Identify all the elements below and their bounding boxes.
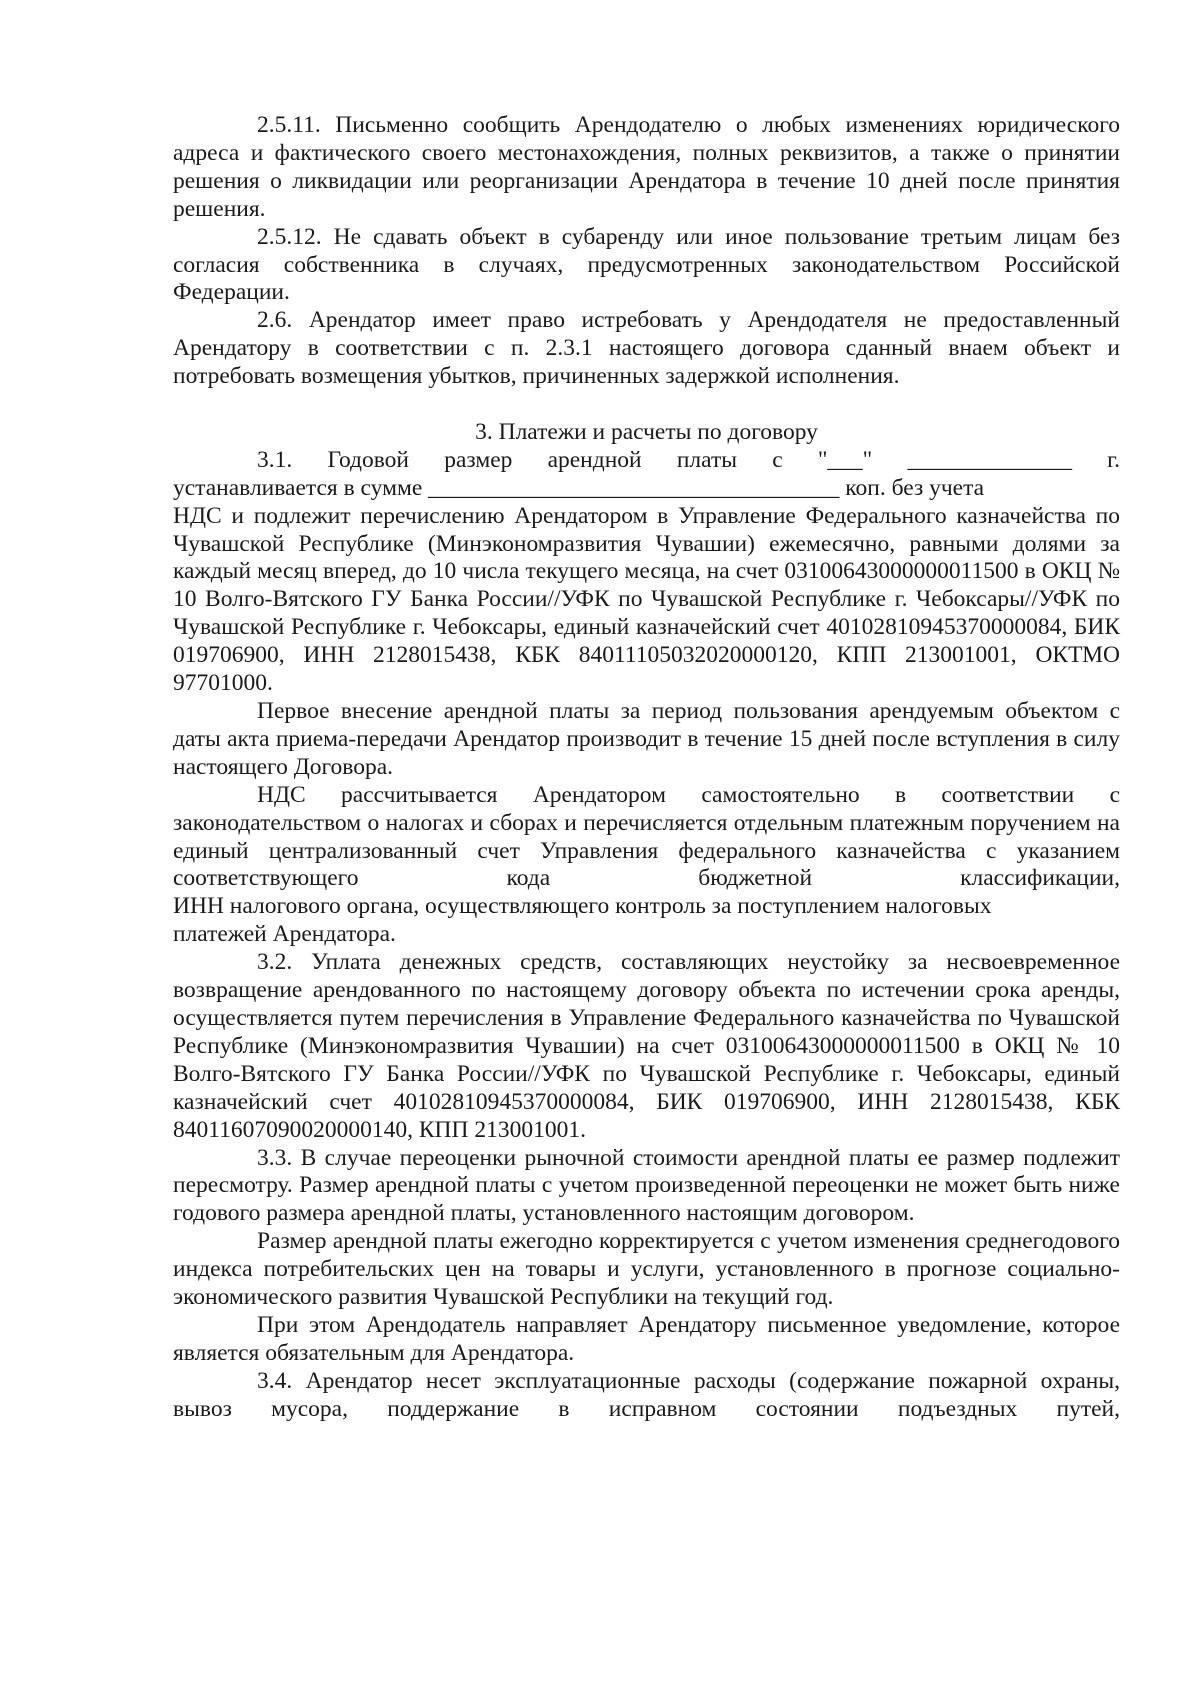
clause-3-1-vat [173, 782, 1120, 949]
clause-3-3: 3.3. В случае переоценки рыночной стоимости арендной платы ее размер подлежит пересмотру. Размер арендной платы с учетом произведенной переоценки не может быть ниже годового размера арендной платы, установленного настоящим договором. [173, 1144, 1120, 1227]
clause-3-1-line2: устанавливается в сумме ___________________________________ коп. без учета [173, 474, 985, 501]
clause-3-3-notice: При этом Арендодатель направляет Арендатору письменное уведомление, которое является обязательным для Арендатора. [173, 1311, 1120, 1366]
clause-3-1-line1: 3.1. Годовой размер арендной платы с "___" ______________ г. [257, 446, 1120, 473]
clause-3-1 [173, 447, 1120, 698]
clause-3-1-vat-line5: ИНН налогового органа, осуществляющего контроль за поступлением налоговых [173, 893, 992, 920]
section-title: 3. Платежи и расчеты по договору [475, 418, 818, 445]
clause-3-2: 3.2. Уплата денежных средств, составляющих неустойку за несвоевременное возвращение арендованного по настоящему договору объекта по истечении срока аренды, осуществляется путем перечисления в Управление Федерального казначейства по Чувашской Республике (Минэкономразвития Чувашии) на счет 03100643000000011500 в ОКЦ № 10 Волго-Вятского ГУ Банка России//УФК по Чувашской Республике г. Чебоксары, единый казначейский счет 40102810945370000084, БИК 019706900, ИНН 2128015438, КБК 84011607090020000140, КПП 213001001. [173, 949, 1120, 1143]
clause-3-4: 3.4. Арендатор несет эксплуатационные расходы (содержание пожарной охраны, вывоз мусора, поддержание в исправном состоянии подъездных путей, [173, 1367, 1120, 1422]
clause-3-1-body: НДС и подлежит перечислению Арендатором в Управление Федерального казначейства по Чувашской Республике (Минэкономразвития Чувашии) ежемесячно, равными долями за каждый месяц вперед, до 10 числа текущего месяца, на счет 03100643000000011500 в ОКЦ № 10 Волго-Вятского ГУ Банка России//УФК по Чувашской Республике г. Чебоксары//УФК по Чувашской Республике г. Чебоксары, единый казначейский счет 40102810945370000084, БИК 019706900, ИНН 2128015438, КБК 84011105032020000120, КПП 213001001, ОКТМО 97701000. [173, 502, 1120, 697]
clause-3-1-vat-line6: платежей Арендатора. [173, 921, 396, 948]
clause-2-6: 2.6. Арендатор имеет право истребовать у Арендодателя не предоставленный Арендатору в соответствии с п. 2.3.1 настоящего договора сданный внаем объект и потребовать возмещения убытков, причиненных задержкой исполнения. [173, 307, 1120, 390]
clause-3-1-first-payment: Первое внесение арендной платы за период пользования арендуемым объектом с даты акта приема-передачи Арендатор производит в течение 15 дней после вступления в силу настоящего Договора. [173, 698, 1120, 780]
clause-2-5-11: 2.5.11. Письменно сообщить Арендодателю о любых изменениях юридического адреса и фактического своего местонахождения, полных реквизитов, а также о принятии решения о ликвидации или реорганизации Арендатора в течение 10 дней после принятия решения. [173, 112, 1120, 222]
clause-2-5-12: 2.5.12. Не сдавать объект в субаренду или иное пользование третьим лицам без согласия собственника в случаях, предусмотренных законодательством Российской Федерации. [173, 223, 1120, 306]
clause-3-1-vat-body: НДС рассчитывается Арендатором самостоятельно в соответствии с законодательством о налогах и сборах и перечисляется отдельным платежным поручением на единый централизованный счет Управления федерального казначейства с указанием соответствующего кода бюджетной классификации, [173, 781, 1120, 892]
clause-3-3-index: Размер арендной платы ежегодно корректируется с учетом изменения среднегодового индекса потребительских цен на товары и услуги, установленного в прогнозе социально-экономического развития Чувашской Республики на текущий год. [173, 1228, 1120, 1311]
